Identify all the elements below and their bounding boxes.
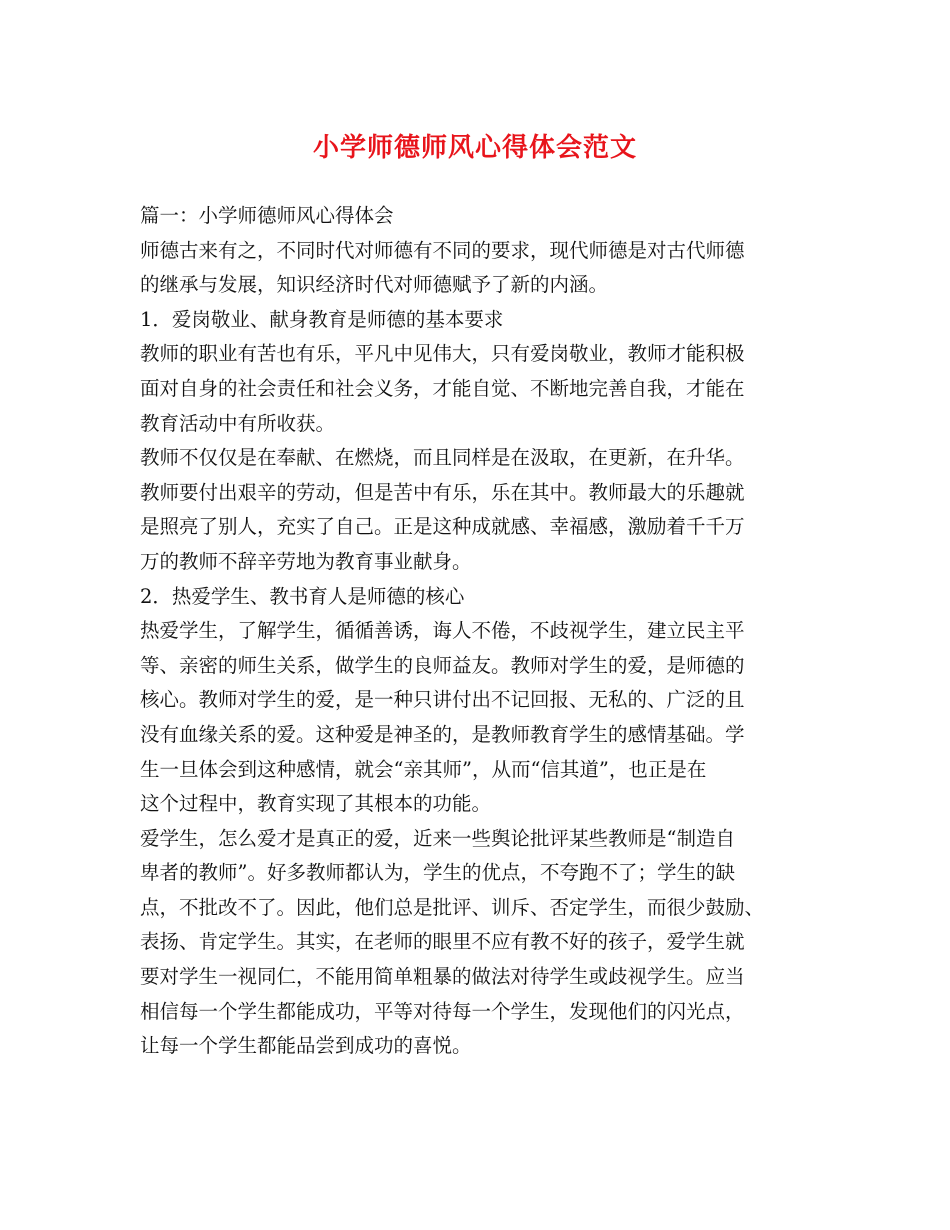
paragraph-line: 生一旦体会到这种感情，就会“亲其师”，从而“信其道”，也正是在	[140, 757, 707, 781]
subsection-heading: 2．热爱学生、教书育人是师德的核心	[140, 584, 465, 608]
document-title: 小学师德师风心得体会范文	[312, 133, 637, 163]
paragraph-line: 师德古来有之，不同时代对师德有不同的要求，现代师德是对古代师德	[140, 238, 745, 262]
paragraph-line: 教师不仅仅是在奉献、在燃烧，而且同样是在汲取，在更新，在升华。	[140, 446, 745, 470]
paragraph-line: 相信每一个学生都能成功，平等对待每一个学生，发现他们的闪光点，	[140, 999, 745, 1023]
section-heading: 篇一：小学师德师风心得体会	[140, 204, 394, 227]
paragraph-line: 要对学生一视同仁，不能用简单粗暴的做法对待学生或歧视学生。应当	[140, 965, 745, 989]
paragraph-line: 面对自身的社会责任和社会义务，才能自觉、不断地完善自我，才能在	[140, 376, 745, 400]
paragraph-line: 是照亮了别人，充实了自己。正是这种成就感、幸福感，激励着千千万	[140, 515, 745, 539]
paragraph-line: 万的教师不辞辛劳地为教育事业献身。	[140, 549, 472, 573]
document-body	[140, 199, 820, 1064]
paragraph-line: 这个过程中，教育实现了其根本的功能。	[140, 792, 492, 816]
subsection-heading: 1．爱岗敬业、献身教育是师德的基本要求	[140, 307, 504, 331]
paragraph-line: 教师要付出艰辛的劳动，但是苦中有乐，乐在其中。教师最大的乐趣就	[140, 480, 745, 504]
paragraph-line: 核心。教师对学生的爱，是一种只讲付出不记回报、无私的、广泛的且	[140, 688, 745, 712]
paragraph-line: 等、亲密的师生关系，做学生的良师益友。教师对学生的爱，是师德的	[140, 653, 745, 677]
paragraph-line: 的继承与发展，知识经济时代对师德赋予了新的内涵。	[140, 273, 609, 297]
paragraph-line: 热爱学生，了解学生，循循善诱，诲人不倦，不歧视学生，建立民主平	[140, 619, 745, 643]
paragraph-line: 卑者的教师”。好多教师都认为，学生的优点，不夸跑不了；学生的缺	[140, 861, 735, 885]
paragraph-line: 让每一个学生都能品尝到成功的喜悦。	[140, 1034, 472, 1058]
paragraph-line: 教师的职业有苦也有乐，平凡中见伟大，只有爱岗敬业，教师才能积极	[140, 342, 745, 366]
paragraph-line: 教育活动中有所收获。	[140, 411, 336, 435]
paragraph-line: 没有血缘关系的爱。这种爱是神圣的，是教师教育学生的感情基础。学	[140, 722, 745, 746]
paragraph-line: 点，不批改不了。因此，他们总是批评、训斥、否定学生，而很少鼓励、	[140, 895, 765, 919]
paragraph-line: 爱学生，怎么爱才是真正的爱，近来一些舆论批评某些教师是“制造自	[140, 826, 735, 850]
paragraph-line: 表扬、肯定学生。其实，在老师的眼里不应有教不好的孩子，爱学生就	[140, 930, 745, 954]
